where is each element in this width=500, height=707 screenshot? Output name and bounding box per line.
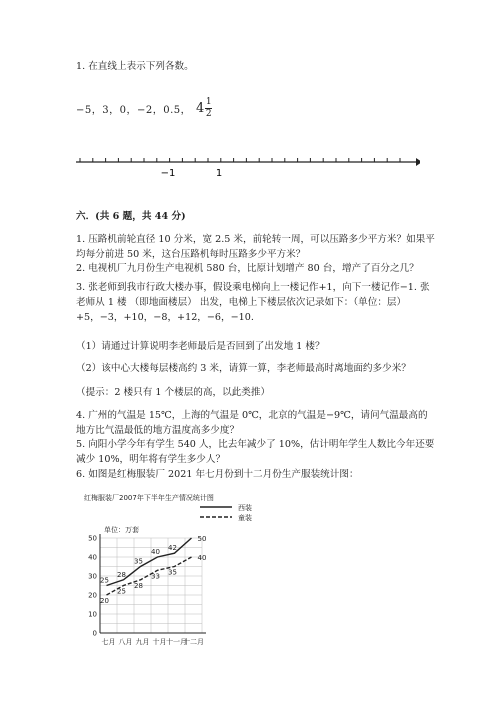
y-tick-label: 40	[88, 553, 97, 562]
mixed-number	[196, 98, 212, 119]
problem-5: 5. 向阳小学今年有学生 540 人，比去年减少了 10%，估计明年学生人数比今年还要减少 10%，明年将有学生多少人？	[76, 439, 435, 465]
x-tick-label: 八月	[118, 638, 133, 646]
problem-3: 3. 张老师到我市行政大楼办事，假设乘电梯向上一楼记作+1，向下一楼记作−1. 张老师从 1 楼 （即地面楼层） 出发，电梯上下楼层依次记录如下：（单位：层）+5，−3，+10，−8，+12，−6，−10.	[76, 282, 430, 323]
production-line-chart	[82, 490, 262, 652]
fraction-denominator: 2	[205, 109, 212, 119]
x-tick-label: 十一月	[166, 638, 187, 646]
chart-title: 红梅服装厂2007年下半年生产情况统计图	[84, 494, 214, 502]
fraction	[205, 98, 212, 119]
problem-3-part-2: （2）该中心大楼每层楼高约 3 米，请算一算，李老师最高时离地面约多少米？	[76, 363, 411, 374]
x-tick-label: 七月	[101, 638, 116, 646]
data-label: 40	[151, 548, 160, 556]
legend-label-kids: 童装	[238, 514, 252, 522]
data-label: 25	[117, 587, 126, 596]
data-label: 25	[100, 576, 109, 585]
number-line-ticks	[80, 158, 400, 162]
number-line	[70, 150, 420, 190]
y-tick-label: 50	[88, 534, 97, 543]
y-tick-label: 10	[88, 610, 97, 619]
legend-label-suits: 西装	[238, 504, 252, 512]
data-label: 40	[197, 554, 207, 562]
problem-1: 1. 压路机前轮直径 10 分米，宽 2.5 米，前轮转一周，可以压路多少平方米？如果平均每分前进 50 米，这台压路机每时压路多少平方米？	[76, 234, 435, 260]
chart-labels	[88, 535, 206, 647]
y-tick-label: 0	[92, 629, 97, 638]
q1-numbers: −5，3，0，−2，0.5，	[76, 105, 192, 116]
problem-3-hint: （提示：2 楼只有 1 个楼层的高，以此类推）	[76, 387, 271, 398]
y-tick-label: 30	[88, 572, 97, 581]
problem-2: 2. 电视机厂九月份生产电视机 580 台，比原计划增产 80 台，增产了百分之几？	[76, 263, 419, 274]
number-line-arrow-icon	[416, 158, 420, 166]
data-label: 42	[168, 544, 177, 553]
tick-label-neg1: −1	[160, 168, 176, 179]
chart-unit: 单位：万套	[104, 526, 139, 534]
data-label: 20	[100, 597, 109, 605]
section-heading: 六．(共 6 题，共 44 分)	[76, 211, 186, 222]
data-label: 33	[151, 572, 160, 581]
x-tick-label: 九月	[135, 638, 150, 646]
problem-3-part-1: （1）请通过计算说明李老师最后是否回到了出发地 1 楼？	[76, 341, 325, 352]
data-label: 35	[168, 568, 177, 577]
data-label: 50	[197, 535, 207, 543]
chart-legend	[200, 503, 252, 522]
data-label: 28	[134, 581, 143, 590]
mixed-whole: 4	[196, 101, 205, 116]
data-label: 28	[117, 570, 126, 579]
fraction-numerator: 1	[205, 97, 212, 107]
data-label: 35	[134, 557, 143, 566]
problem-6: 6. 如图是红梅服装厂 2021 年七月份到十二月份生产服装统计图：	[76, 469, 359, 480]
x-tick-label: 十月	[152, 638, 167, 646]
q1-title: 1. 在直线上表示下列各数。	[76, 61, 194, 72]
problem-4: 4. 广州的气温是 15℃，上海的气温是 0℃，北京的气温是−9℃，请问气温最高的地方比气温最低的地方温度高多少度？	[76, 410, 428, 436]
y-tick-label: 20	[88, 591, 97, 600]
x-tick-label: 十二月	[183, 638, 204, 646]
tick-label-1: 1	[215, 168, 223, 179]
